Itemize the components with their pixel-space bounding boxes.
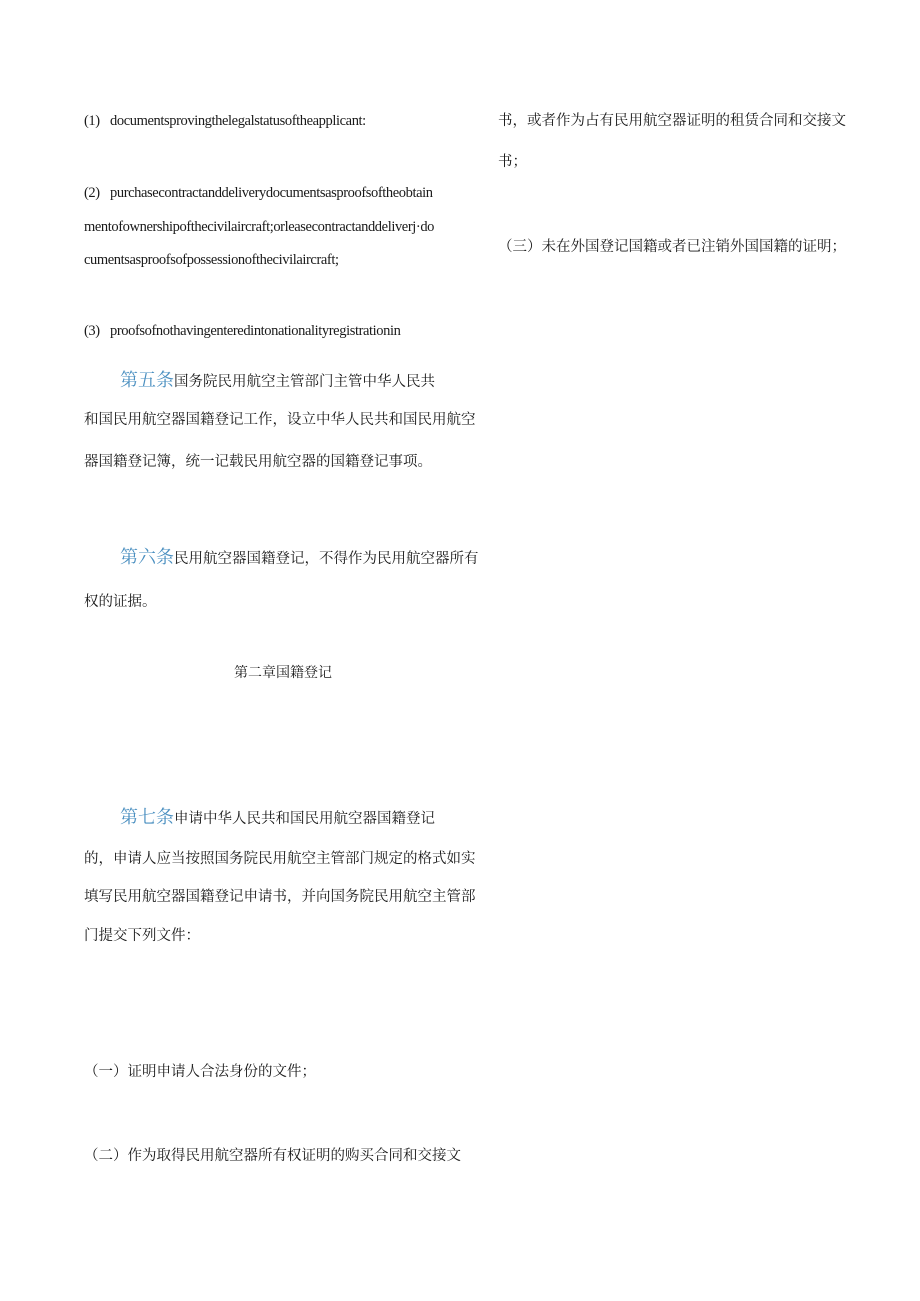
cn-item-3: （三）未在外国登记国籍或者已注销外国国籍的证明；: [498, 239, 846, 255]
cn-item-1: （一）证明申请人合法身份的文件；: [84, 1064, 316, 1080]
article-5-line-2: 和国民用航空器国籍登记工作，设立中华人民共和国民用航空: [84, 412, 476, 428]
en-item-1: [84, 111, 366, 131]
article-6-line-2: 权的证据。: [84, 594, 157, 610]
article-7-text-1: 申请中华人民共和国民用航空器国籍登记: [174, 811, 435, 827]
article-7-line-4: 门提交下列文件：: [84, 928, 200, 944]
cn-item-2: （二）作为取得民用航空器所有权证明的购买合同和交接文: [84, 1148, 461, 1164]
en-item-2-line-1: [84, 183, 433, 203]
en-item-3-number: (3): [84, 323, 100, 339]
en-item-2-text-1: purchasecontractanddeliverydocumentsasproofsoftheobtain: [110, 185, 433, 201]
article-5-first-line: [120, 371, 435, 392]
article-6-text-1: 民用航空器国籍登记，不得作为民用航空器所有: [174, 551, 479, 567]
right-continuation-line-2: 书；: [498, 154, 527, 170]
article-5-text-1: 国务院民用航空主管部门主管中华人民共: [174, 374, 435, 390]
en-item-3-text: proofsofnothavingenteredintonationalityregistrationin: [110, 323, 401, 339]
article-6-first-line: [120, 548, 479, 569]
en-item-1-number: (1): [84, 113, 100, 129]
right-continuation-line-1: 书，或者作为占有民用航空器证明的租赁合同和交接文: [498, 113, 846, 129]
en-item-2-line-2: mentofownershipofthecivilaircraft;orleasecontractanddeliverj·do: [84, 219, 435, 235]
en-item-3: [84, 321, 400, 341]
en-item-2-line-3: cumentsasproofsofpossessionofthecivilaircraft;: [84, 252, 339, 268]
en-item-2-number: (2): [84, 185, 100, 201]
article-5-label: 第五条: [120, 370, 174, 391]
article-5-line-3: 器国籍登记簿，统一记载民用航空器的国籍登记事项。: [84, 454, 432, 470]
article-7-line-3: 填写民用航空器国籍登记申请书，并向国务院民用航空主管部: [84, 889, 476, 905]
article-7-label: 第七条: [120, 807, 174, 828]
chapter-heading: 第二章国籍登记: [234, 665, 332, 681]
article-6-label: 第六条: [120, 547, 174, 568]
article-7-line-2: 的，申请人应当按照国务院民用航空主管部门规定的格式如实: [84, 851, 476, 867]
en-item-1-text: documentsprovingthelegalstatusoftheapplicant:: [110, 113, 366, 129]
article-7-first-line: [120, 808, 435, 829]
